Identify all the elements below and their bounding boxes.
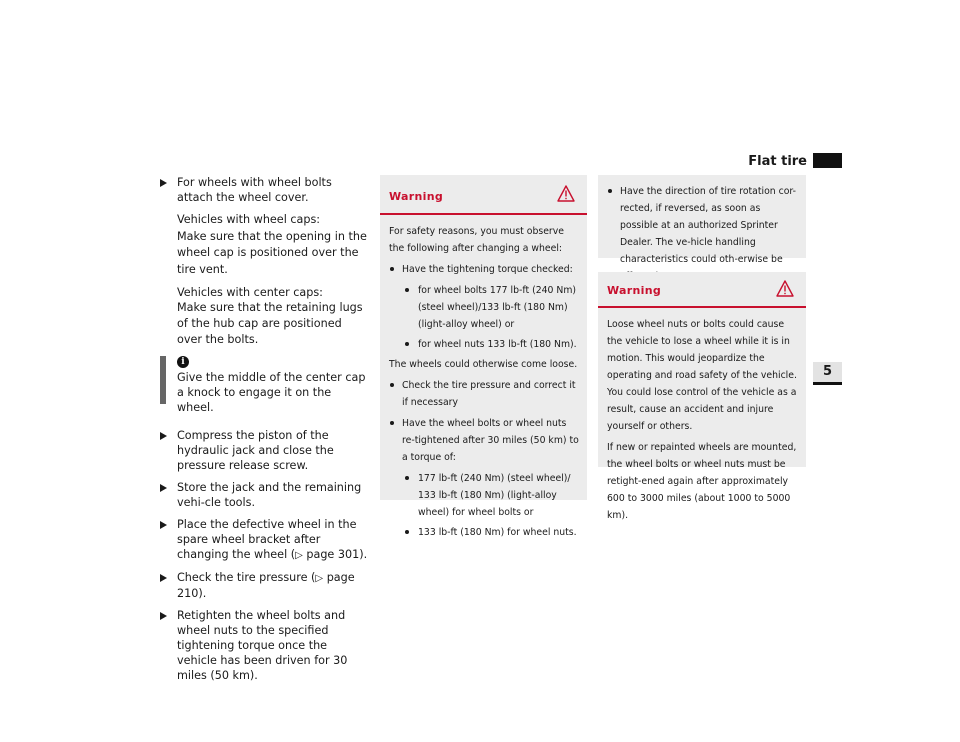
- sub-bullet-item: 177 lb-ft (240 Nm) (steel wheel)/ 133 lb-ft (180 Nm) (light-alloy wheel) for wheel bolts or: [389, 470, 579, 521]
- warning-continuation-panel: [598, 175, 806, 265]
- instructions-column: [160, 175, 368, 690]
- bullet-item: Have the tightening torque checked:: [389, 261, 579, 278]
- page-title: Flat tire: [748, 154, 807, 169]
- arrow-icon: [160, 574, 167, 582]
- step-place-wheel: Place the defective wheel in the spare wheel bracket after changing the wheel (▷ page 301).: [160, 517, 368, 563]
- step-attach-cover: For wheels with wheel bolts attach the wheel cover.: [160, 175, 368, 205]
- info-note: i Give the middle of the center cap a knock to engage it on the wheel.: [160, 356, 368, 415]
- arrow-icon: [160, 432, 167, 440]
- page-ref-link[interactable]: page 210: [177, 571, 355, 600]
- sub-bullet-item: for wheel bolts 177 lb-ft (240 Nm) (steel wheel)/133 lb-ft (180 Nm) (light-alloy wheel) or: [389, 282, 579, 333]
- warning-triangle-icon: [557, 185, 575, 202]
- warning-body: Loose wheel nuts or bolts could cause the vehicle to lose a wheel while it is in motion. This would jeopardize the operating and road safety of the vehicle. You could lose control of the vehicle as a result, cause an accident and injure yourself or others. If new or repainted wheels are mounted, the wheel bolts or wheel nuts must be retight-ened again after approximately 600 to 3000 miles (about 1000 to 5000 km).: [607, 319, 797, 521]
- page-ref-link[interactable]: page 301: [306, 548, 360, 561]
- arrow-icon: [160, 179, 167, 187]
- arrow-icon: [160, 612, 167, 620]
- sub-bullet-item: for wheel nuts 133 lb-ft (180 Nm).: [389, 336, 579, 353]
- warning-header: [598, 272, 806, 308]
- bullet-item: Have the wheel bolts or wheel nuts re-tightened after 30 miles (50 km) to a torque of:: [389, 415, 579, 466]
- step-retighten: Retighten the wheel bolts and wheel nuts to the specified tightening torque once the vehicle has been driven for 30 miles (50 km).: [160, 608, 368, 683]
- step-store-jack: Store the jack and the remaining vehi-cle tools.: [160, 480, 368, 510]
- warning-body: For safety reasons, you must observe the following after changing a wheel: Have the tightening torque checked: for wheel bolts 177 lb-ft (240 Nm) (steel wheel)/133 lb-ft (180 Nm) (light-alloy wheel) or for wheel nuts 133 lb-ft (180 Nm). The wheels could otherwise come loose. Check the tire pressure and correct it if necessary Have the wheel bolts or wheel nuts re-tightened after 30 miles (50 km) to a torque of: 177 lb-ft (240 Nm) (steel wheel)/ 133 lb-ft (180 Nm) (light-alloy wheel) for wheel bolts or 133 lb-ft (180 Nm) for wheel nuts.: [380, 215, 587, 552]
- header-marker: [813, 153, 842, 168]
- page-ref-icon: ▷: [295, 550, 303, 561]
- info-bar: [160, 356, 166, 404]
- warning-label: Warning: [607, 284, 661, 297]
- page-ref-icon: ▷: [315, 573, 324, 584]
- warning-panel-2: [598, 272, 806, 521]
- bullet-item: Have the direction of tire rotation cor-rected, if reversed, as soon as possible at an authorized Sprinter Dealer. The ve-hicle handling characteristics could oth-erwise be: [607, 183, 798, 285]
- bullet-item: Check the tire pressure and correct it if necessary: [389, 377, 579, 411]
- sub-bullet-item: 133 lb-ft (180 Nm) for wheel nuts.: [389, 524, 579, 541]
- info-icon: i: [177, 356, 189, 368]
- arrow-icon: [160, 521, 167, 529]
- arrow-icon: [160, 484, 167, 492]
- step-check-pressure: Check the tire pressure (▷ page 210).: [160, 570, 368, 601]
- warning-triangle-icon: [776, 280, 794, 297]
- wheel-caps-note: Vehicles with wheel caps: Make sure that the opening in the wheel cap is positioned over the tire vent.: [177, 213, 367, 276]
- chapter-tab: 5: [813, 362, 842, 385]
- step-compress-jack: Compress the piston of the hydraulic jack and close the pressure release screw.: [160, 428, 368, 473]
- center-caps-note: Vehicles with center caps: Make sure that the retaining lugs of the hub cap are positioned over the bolts.: [177, 286, 363, 346]
- warning-label: Warning: [389, 190, 443, 203]
- warning-panel-1: [380, 175, 587, 538]
- warning-header: [380, 175, 587, 215]
